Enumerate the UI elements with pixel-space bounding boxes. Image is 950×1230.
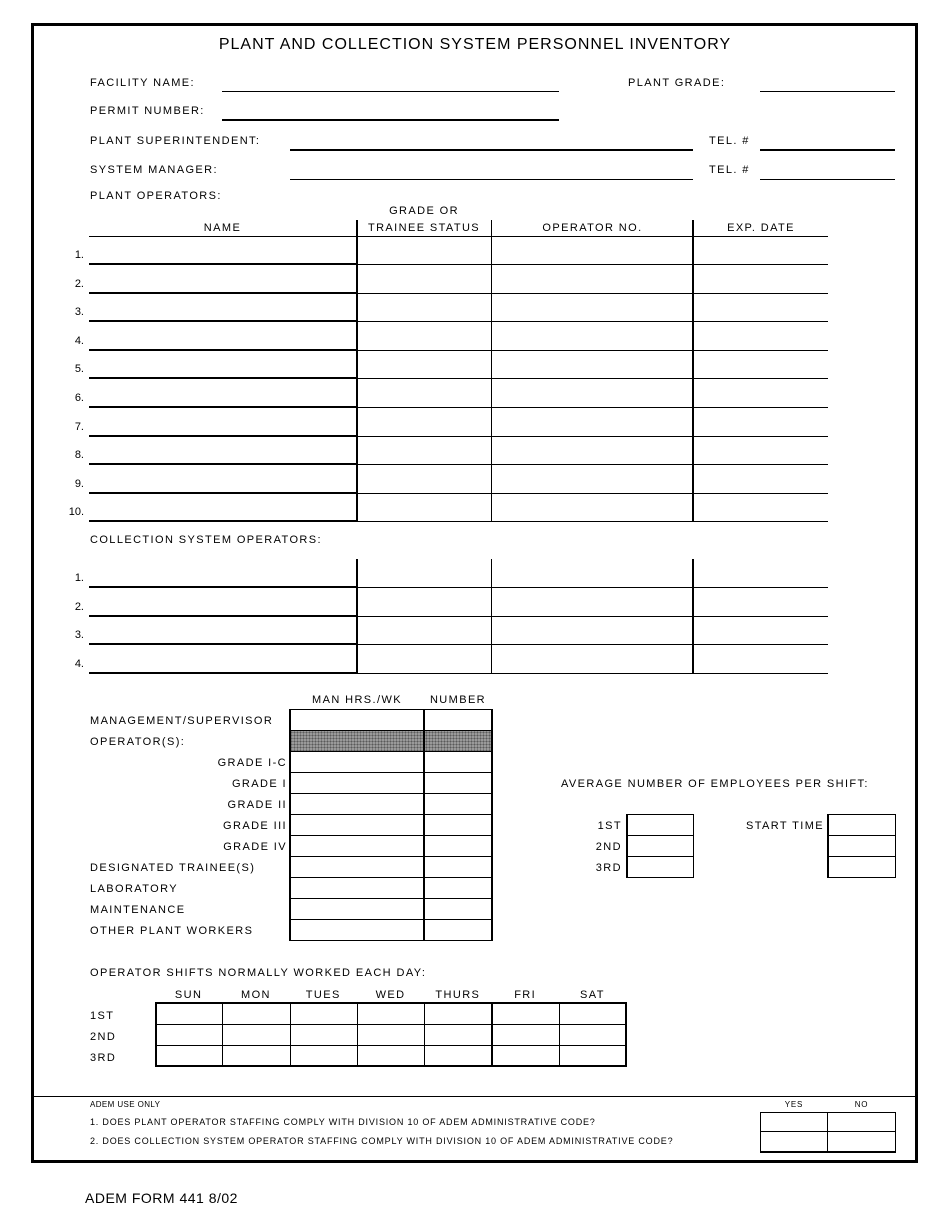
plant-superintendent-label: PLANT SUPERINTENDENT: <box>90 135 261 147</box>
adem-q1-no-cell[interactable] <box>827 1112 896 1132</box>
weekly-shift-cell[interactable] <box>492 1024 560 1046</box>
plant-operator-name-field[interactable] <box>89 263 356 265</box>
adem-use-only-label: ADEM USE ONLY <box>90 1100 161 1109</box>
adem-yes-header: YES <box>784 1100 804 1109</box>
plant-grade-label: PLANT GRADE: <box>628 77 726 89</box>
plant-operator-name-field[interactable] <box>89 463 356 465</box>
plant-operator-name-field[interactable] <box>89 520 356 522</box>
avg-employees-label: AVERAGE NUMBER OF EMPLOYEES PER SHIFT: <box>561 778 869 790</box>
system-manager-field[interactable] <box>290 179 693 180</box>
staffing-row-grade-i: GRADE I <box>231 778 287 790</box>
weekly-shift-cell[interactable] <box>492 1003 560 1025</box>
plant-operator-row-rule <box>357 464 828 465</box>
staffing-row-maintenance: MAINTENANCE <box>90 904 186 916</box>
weekly-shift-cell[interactable] <box>559 1045 627 1067</box>
weekly-shift-cell[interactable] <box>290 1045 358 1067</box>
plant-operator-name-field[interactable] <box>89 492 356 494</box>
start-time-2nd-cell[interactable] <box>827 835 896 857</box>
weekly-shift-cell[interactable] <box>222 1045 290 1067</box>
col-name-header: NAME <box>203 222 242 234</box>
weekly-shift-cell[interactable] <box>559 1024 627 1046</box>
weekday-header: SAT <box>580 989 605 1001</box>
collection-operator-name-field[interactable] <box>89 643 356 645</box>
start-box-edge <box>827 814 829 878</box>
weekly-shift-cell[interactable] <box>222 1003 290 1025</box>
weekly-shift-cell[interactable] <box>290 1024 358 1046</box>
plant-operator-row-number: 10. <box>68 506 84 519</box>
start-time-label: START TIME <box>746 820 824 832</box>
adem-box-bottom <box>760 1151 896 1153</box>
weekday-header: SUN <box>174 989 203 1001</box>
weekday-header: MON <box>241 989 271 1001</box>
man-hours-cell[interactable] <box>289 856 425 878</box>
weekly-grid-top <box>155 1002 627 1004</box>
number-cell[interactable] <box>424 835 492 857</box>
plant-operator-row-rule <box>357 264 828 265</box>
plant-grade-field[interactable] <box>760 91 895 92</box>
collection-operator-row-number: 2. <box>74 600 84 613</box>
shift-2nd-label: 2ND <box>595 841 622 853</box>
system-manager-label: SYSTEM MANAGER: <box>90 164 218 176</box>
plant-operator-row-number: 7. <box>74 420 84 433</box>
form-title: PLANT AND COLLECTION SYSTEM PERSONNEL INVENTORY <box>218 36 732 53</box>
plant-operator-row-number: 9. <box>74 477 84 490</box>
weekly-shift-cell[interactable] <box>155 1045 223 1067</box>
adem-q1-yes-cell[interactable] <box>760 1112 828 1132</box>
plant-operator-row-rule <box>357 378 828 379</box>
man-hours-cell[interactable] <box>289 793 425 815</box>
collection-operator-row-number: 1. <box>74 572 84 584</box>
number-cell[interactable] <box>424 877 492 899</box>
plant-operator-name-field[interactable] <box>89 406 356 408</box>
staff-table-edge <box>491 709 493 941</box>
weekly-shift-cell[interactable] <box>290 1003 358 1025</box>
number-cell[interactable] <box>424 751 492 773</box>
number-cell[interactable] <box>424 856 492 878</box>
number-cell[interactable] <box>424 898 492 920</box>
facility-name-field[interactable] <box>222 91 559 92</box>
man-hours-cell[interactable] <box>289 814 425 836</box>
tel-field-2[interactable] <box>760 179 895 180</box>
plant-operator-row-rule <box>357 321 828 322</box>
number-cell <box>424 730 492 752</box>
plant-operator-name-field[interactable] <box>89 292 356 294</box>
form-footer: ADEM FORM 441 8/02 <box>85 1190 238 1206</box>
plant-operators-label: PLANT OPERATORS: <box>90 190 222 202</box>
weekly-shifts-label: OPERATOR SHIFTS NORMALLY WORKED EACH DAY: <box>90 967 427 979</box>
weekly-grid-bottom <box>155 1065 627 1067</box>
plant-operator-row-rule <box>357 407 828 408</box>
man-hours-cell[interactable] <box>289 919 425 941</box>
weekly-row-2nd: 2ND <box>90 1031 117 1043</box>
number-cell[interactable] <box>424 709 492 731</box>
plant-operator-row-rule <box>357 521 828 522</box>
plant-table-divider <box>356 220 358 522</box>
tel-label-1: TEL. # <box>709 135 750 147</box>
weekday-header: FRI <box>514 989 537 1001</box>
plant-operator-name-field[interactable] <box>89 320 356 322</box>
weekly-shift-cell[interactable] <box>424 1045 492 1067</box>
adem-question-2: 2. DOES COLLECTION SYSTEM OPERATOR STAFFING COMPLY WITH DIVISION 10 OF ADEM ADMINISTRATIVE CODE? <box>90 1136 674 1146</box>
man-hours-cell[interactable] <box>289 709 425 731</box>
tel-field-1[interactable] <box>760 149 895 151</box>
shift-3rd-count-cell[interactable] <box>626 856 694 878</box>
shift-box-edge <box>626 814 628 878</box>
staffing-row-trainees: DESIGNATED TRAINEE(S) <box>90 862 256 874</box>
weekly-row-1st: 1ST <box>90 1010 115 1022</box>
permit-number-field[interactable] <box>222 119 559 121</box>
shift-1st-label: 1ST <box>597 820 622 832</box>
weekly-shift-cell[interactable] <box>155 1024 223 1046</box>
permit-number-label: PERMIT NUMBER: <box>90 105 205 117</box>
man-hrs-header: MAN HRS./WK <box>312 694 402 706</box>
weekly-grid-right <box>625 1003 627 1067</box>
collection-operator-name-field[interactable] <box>89 672 356 674</box>
shift-1st-count-cell[interactable] <box>626 814 694 836</box>
adem-question-1: 1. DOES PLANT OPERATOR STAFFING COMPLY WITH DIVISION 10 OF ADEM ADMINISTRATIVE CODE? <box>90 1117 596 1127</box>
staffing-row-grade-ic: GRADE I-C <box>217 757 287 769</box>
shift-3rd-label: 3RD <box>595 862 622 874</box>
weekday-header: WED <box>375 989 406 1001</box>
plant-operator-row-number: 3. <box>74 306 84 319</box>
plant-superintendent-field[interactable] <box>290 149 693 151</box>
adem-section-divider <box>33 1096 916 1097</box>
facility-name-label: FACILITY NAME: <box>90 77 195 89</box>
staffing-row-laboratory: LABORATORY <box>90 883 178 895</box>
number-cell[interactable] <box>424 919 492 941</box>
number-cell[interactable] <box>424 814 492 836</box>
weekly-shift-cell[interactable] <box>357 1003 425 1025</box>
collection-operator-row-rule <box>357 587 828 588</box>
weekly-shift-cell[interactable] <box>424 1024 492 1046</box>
plant-operator-name-field[interactable] <box>89 435 356 437</box>
staff-table-edge <box>289 709 291 941</box>
man-hours-cell[interactable] <box>289 751 425 773</box>
weekly-shift-cell[interactable] <box>559 1003 627 1025</box>
number-header: NUMBER <box>429 694 487 706</box>
adem-q2-no-cell[interactable] <box>827 1131 896 1152</box>
col-grade-header-2: TRAINEE STATUS <box>367 222 481 234</box>
weekday-header: THURS <box>435 989 481 1001</box>
plant-operator-row-rule <box>357 436 828 437</box>
weekly-shift-cell[interactable] <box>424 1003 492 1025</box>
shift-2nd-count-cell[interactable] <box>626 835 694 857</box>
man-hours-cell <box>289 730 425 752</box>
col-exp-date-header: EXP. DATE <box>727 222 795 234</box>
plant-operator-row-rule <box>357 493 828 494</box>
man-hours-cell[interactable] <box>289 835 425 857</box>
weekday-header: TUES <box>305 989 341 1001</box>
weekly-shift-cell[interactable] <box>155 1003 223 1025</box>
tel-label-2: TEL. # <box>709 164 750 176</box>
plant-operator-row-number: 5. <box>74 363 84 376</box>
weekly-shift-cell[interactable] <box>357 1024 425 1046</box>
plant-operator-name-field[interactable] <box>89 377 356 379</box>
adem-no-header: NO <box>854 1100 869 1109</box>
collection-operator-name-field[interactable] <box>89 586 356 588</box>
staffing-row-grade-iv: GRADE IV <box>223 841 287 853</box>
man-hours-cell[interactable] <box>289 877 425 899</box>
plant-operator-row-number: 1. <box>74 249 84 261</box>
adem-q2-yes-cell[interactable] <box>760 1131 828 1152</box>
collection-operator-name-field[interactable] <box>89 615 356 617</box>
plant-operator-row-number: 6. <box>74 392 84 404</box>
plant-operator-row-number: 2. <box>74 277 84 290</box>
start-time-3rd-cell[interactable] <box>827 856 896 878</box>
man-hours-cell[interactable] <box>289 772 425 794</box>
weekly-row-3rd: 3RD <box>90 1052 117 1064</box>
collection-operator-row-number: 3. <box>74 629 84 642</box>
collection-operators-label: COLLECTION SYSTEM OPERATORS: <box>90 534 322 546</box>
number-cell[interactable] <box>424 793 492 815</box>
plant-operator-row-number: 4. <box>74 334 84 347</box>
staffing-row-grade-ii: GRADE II <box>227 799 287 811</box>
plant-operator-row-rule <box>357 293 828 294</box>
plant-table-top-rule <box>89 236 828 237</box>
man-hours-cell[interactable] <box>289 898 425 920</box>
collection-operator-row-rule <box>357 616 828 617</box>
plant-operator-row-number: 8. <box>74 449 84 462</box>
weekly-shift-cell[interactable] <box>492 1045 560 1067</box>
staffing-row-operators: OPERATOR(S): <box>90 736 186 748</box>
start-time-1st-cell[interactable] <box>827 814 896 836</box>
staff-table-edge <box>423 709 425 941</box>
weekly-shift-cell[interactable] <box>222 1024 290 1046</box>
collection-operator-row-number: 4. <box>74 658 84 671</box>
staffing-row-other: OTHER PLANT WORKERS <box>90 925 254 937</box>
number-cell[interactable] <box>424 772 492 794</box>
plant-table-divider <box>692 220 694 522</box>
staffing-row-management: MANAGEMENT/SUPERVISOR <box>90 715 274 727</box>
weekly-grid-left <box>155 1003 157 1067</box>
plant-operator-name-field[interactable] <box>89 349 356 351</box>
weekly-shift-cell[interactable] <box>357 1045 425 1067</box>
staffing-row-grade-iii: GRADE III <box>223 820 287 832</box>
plant-table-divider <box>491 220 492 522</box>
col-operator-no-header: OPERATOR NO. <box>542 222 643 234</box>
collection-operator-row-rule <box>357 644 828 645</box>
col-grade-header-1: GRADE OR <box>389 205 459 217</box>
collection-operator-row-rule <box>357 673 828 674</box>
plant-operator-row-rule <box>357 350 828 351</box>
